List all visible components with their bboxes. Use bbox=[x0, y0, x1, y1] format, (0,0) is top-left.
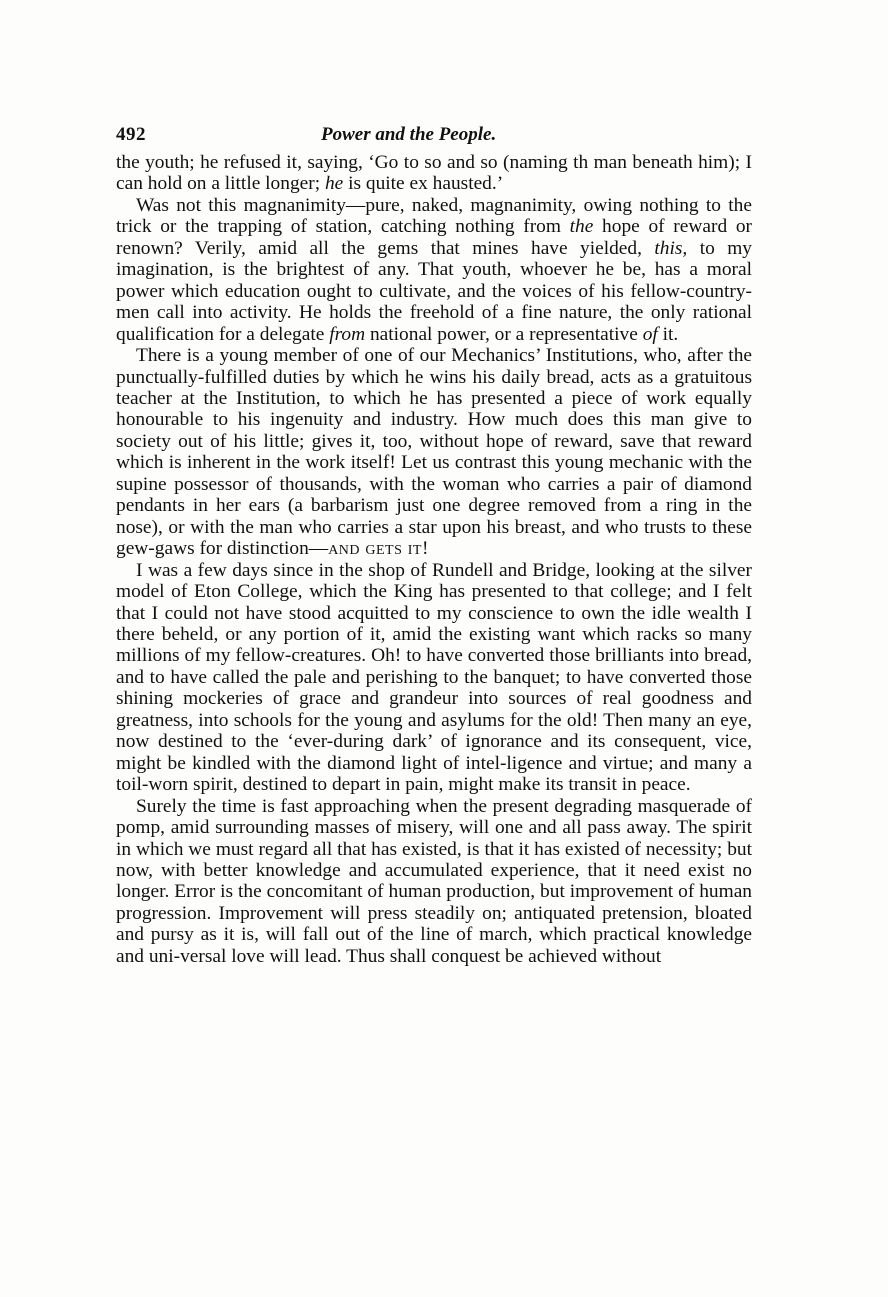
italic-text: the bbox=[569, 216, 594, 238]
text-segment: the youth; he refused it, saying, ‘Go to so and so (naming th man beneath him); I can hold on a little longer; bbox=[116, 152, 752, 195]
italic-text: he bbox=[324, 173, 344, 195]
paragraph bbox=[116, 345, 752, 560]
page-header bbox=[116, 124, 752, 148]
paragraph bbox=[116, 152, 752, 195]
paragraph bbox=[116, 796, 752, 968]
text-segment: Surely the time is fast approaching when the present degrading masquerade of pomp, amid surrounding masses of misery, will one and all pass away. The spirit in which we must regard all that has existed, is that it has existed of necessity; but now, with better knowledge and accumulated experience, that it need exist no longer. Error is the concomitant of human production, but improvement of human progression. Improvement will press steadily on; antiquated pretension, bloated and pursy as it is, will fall out of the line of march, which practical knowledge and uni-versal love will lead. Thus shall conquest be achieved without bbox=[116, 795, 752, 967]
text-segment: There is a young member of one of our Mechanics’ Institutions, who, after the punctually-fulfilled duties by which he wins his daily bread, acts as a gratuitous teacher at the Institution, to which he has presented a piece of work equally honourable to his ingenuity and industry. How much does this man give to society out of his little; gives it, too, without hope of reward, save that reward which is inherent in the work itself! Let us contrast this young mechanic with the supine possessor of thousands, with the woman who carries a pair of diamond pendants in her ears (a barbarism just one degree removed from a ring in the nose), or with the man who carries a star upon his breast, and who trusts to these gew-gaws for distinction— bbox=[116, 345, 752, 560]
paragraph bbox=[116, 560, 752, 796]
text-segment: national power, or a representative bbox=[365, 323, 643, 345]
paragraph bbox=[116, 195, 752, 345]
text-segment: ! bbox=[421, 538, 429, 560]
text-segment: hope of reward or renown? Verily, amid all the gems that mines have yielded, bbox=[116, 216, 752, 259]
text-segment: to my imagination, is the brightest of any. That youth, whoever he be, has a moral power which education ought to cultivate, and the voices of his fellow-country-men call into activity. He holds the freehold of a fine nature, the only rational qualification for a delegate bbox=[116, 237, 752, 345]
text-segment: is quite ex hausted.’ bbox=[343, 173, 504, 195]
text-segment: it. bbox=[657, 323, 679, 345]
text-segment: I was a few days since in the shop of Rundell and Bridge, looking at the silver model of Eton College, which the King has presented to that college; and I felt that I could not have stood acquitted to my conscience to own the idle wealth I there beheld, or any portion of it, amid the existing want which racks so many millions of my fellow-creatures. Oh! to have converted those brilliants into bread, and to have called the pale and perishing to the banquet; to have converted those shining mockeries of grace and grandeur into sources of real goodness and greatness, into schools for the young and asylums for the old! Then many an eye, now destined to the ‘ever-during dark’ of ignorance and its consequent, vice, might be kindled with the diamond light of intel-ligence and virtue; and many a toil-worn spirit, destined to depart in pain, might make its transit in peace. bbox=[116, 559, 752, 796]
smallcaps-text: and gets it bbox=[328, 538, 422, 560]
italic-text: of bbox=[642, 323, 658, 345]
page-number: 492 bbox=[116, 124, 146, 145]
running-title: Power and the People. bbox=[321, 124, 497, 145]
body-text bbox=[116, 152, 752, 967]
italic-text: from bbox=[329, 323, 366, 345]
italic-text: this, bbox=[654, 237, 688, 259]
text-segment: Was not this magnanimity—pure, naked, magnanimity, owing nothing to the trick or the trapping of station, catching nothing from bbox=[116, 194, 752, 238]
